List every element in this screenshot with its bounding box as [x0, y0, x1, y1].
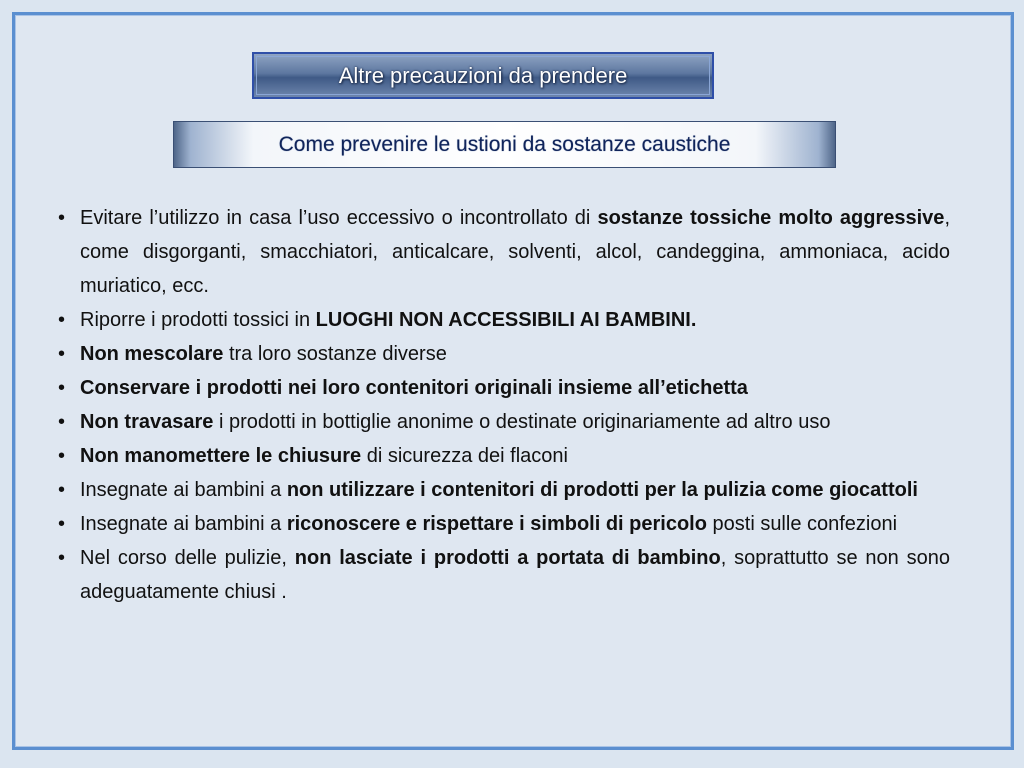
bullet-bold-text: non utilizzare i contenitori di prodotti per la pulizia come giocattoli [286, 479, 918, 501]
bullet-text: i prodotti in bottiglie anonime o destinate originariamente ad altro uso [213, 411, 831, 433]
bullet-dot-icon: • [58, 411, 66, 433]
bullet-item [58, 507, 950, 541]
bullet-dot-icon: • [58, 207, 66, 229]
bullet-item [58, 439, 950, 473]
bullet-text: Riporre i prodotti tossici in [80, 309, 316, 331]
bullet-text: Evitare l’utilizzo in casa l’uso eccessivo o incontrollato di [80, 207, 598, 229]
bullet-dot-icon: • [58, 513, 66, 535]
subtitle-banner [173, 121, 836, 168]
bullet-item [58, 371, 950, 405]
bullet-dot-icon: • [58, 445, 66, 467]
bullet-dot-icon: • [58, 547, 66, 569]
bullet-bold-text: non lasciate i prodotti a portata di bambino [294, 547, 721, 569]
bullet-dot-icon: • [58, 479, 66, 501]
bullet-bold-text: LUOGHI NON ACCESSIBILI AI BAMBINI. [315, 309, 697, 331]
bullet-item [58, 337, 950, 371]
bullet-dot-icon: • [58, 309, 66, 331]
bullet-bold-text: Conservare i prodotti nei loro contenitori originali insieme all’etichetta [80, 377, 748, 399]
bullet-item [58, 473, 950, 507]
bullet-item [58, 541, 950, 609]
title-banner [252, 52, 714, 99]
bullet-text: Insegnate ai bambini a [80, 513, 287, 535]
bullet-bold-text: Non travasare [80, 411, 214, 433]
bullet-text: , come disgorganti, smacchiatori, anticalcare, solventi, alcol, candeggina, ammoniaca, acido muriatico, ecc. [80, 207, 950, 297]
slide-title: Altre precauzioni da prendere [338, 62, 628, 88]
bullet-dot-icon: • [58, 343, 66, 365]
bullet-bold-text: sostanze tossiche molto aggressive [597, 207, 945, 229]
slide-subtitle: Come prevenire le ustioni da sostanze caustiche [278, 132, 731, 156]
bullet-list [58, 201, 950, 609]
bullet-dot-icon: • [58, 377, 66, 399]
bullet-bold-text: Non manomettere le chiusure [80, 445, 362, 467]
bullet-item [58, 201, 950, 303]
bullet-item [58, 303, 950, 337]
bullet-text: di sicurezza dei flaconi [361, 445, 568, 467]
bullet-item [58, 405, 950, 439]
bullet-bold-text: riconoscere e rispettare i simboli di pericolo [286, 513, 707, 535]
bullet-text: tra loro sostanze diverse [223, 343, 447, 365]
bullet-text: , soprattutto se non sono adeguatamente chiusi . [80, 547, 951, 603]
bullet-text: Insegnate ai bambini a [80, 479, 287, 501]
bullet-text: Nel corso delle pulizie, [80, 547, 295, 569]
bullet-bold-text: Non mescolare [80, 343, 224, 365]
bullet-text: posti sulle confezioni [706, 513, 898, 535]
